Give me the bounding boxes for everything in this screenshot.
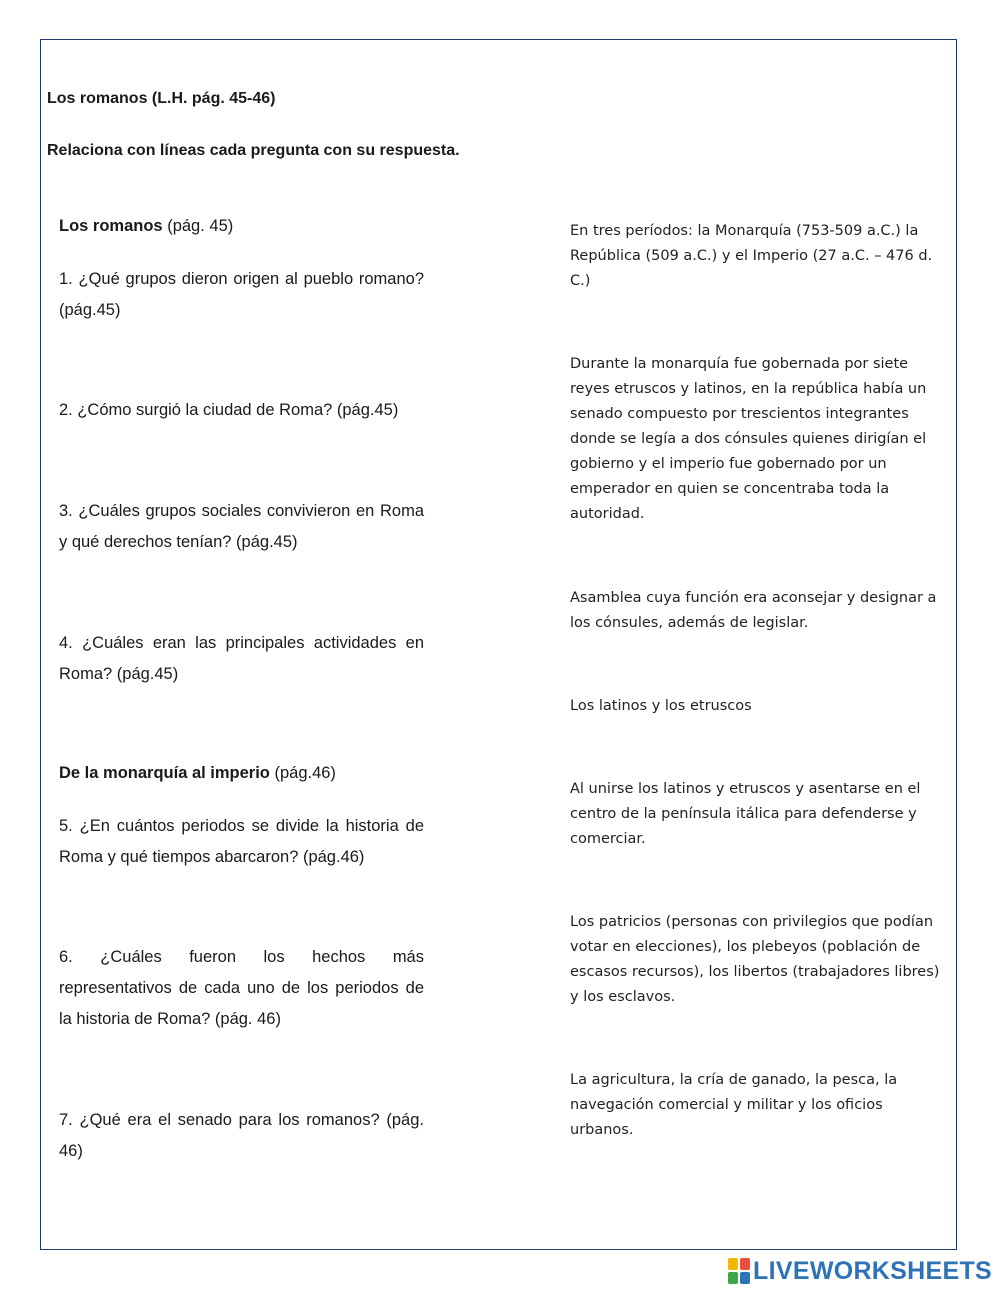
answer-senado: Asamblea cuya función era aconsejar y designar a los cónsules, además de legislar. <box>570 590 937 631</box>
section-page-ref: (pág.46) <box>269 764 336 782</box>
liveworksheets-wordmark: LIVEWORKSHEETS <box>753 1256 992 1285</box>
section-heading-los-romanos <box>59 217 233 236</box>
liveworksheets-brand <box>728 1255 992 1287</box>
section-heading-text: Los romanos <box>59 217 163 235</box>
liveworksheets-logo-icon <box>728 1258 750 1284</box>
answer-actividades: La agricultura, la cría de ganado, la pesca, la navegación comercial y militar y los oficios urbanos. <box>570 1072 898 1138</box>
section-heading-text: De la monarquía al imperio <box>59 764 270 782</box>
answer-periodos: En tres períodos: la Monarquía (753-509 a.C.) la República (509 a.C.) y el Imperio (27 a.C. – 476 d. C.) <box>570 223 933 289</box>
question-3: 3. ¿Cuáles grupos sociales convivieron en Roma y qué derechos tenían? (pág.45) <box>59 502 424 551</box>
worksheet-instruction: Relaciona con líneas cada pregunta con su respuesta. <box>47 142 460 159</box>
answer-grupos-origen: Los latinos y los etruscos <box>570 698 752 714</box>
question-4: 4. ¿Cuáles eran las principales actividades en Roma? (pág.45) <box>59 634 424 683</box>
section-heading-monarquia-imperio <box>59 764 336 783</box>
question-5: 5. ¿En cuántos periodos se divide la historia de Roma y qué tiempos abarcaron? (pág.46) <box>59 817 424 866</box>
question-2: 2. ¿Cómo surgió la ciudad de Roma? (pág.45) <box>59 401 399 419</box>
question-6: 6. ¿Cuáles fueron los hechos más representativos de cada uno de los periodos de la historia de Roma? (pág. 46) <box>59 948 424 1028</box>
question-1: 1. ¿Qué grupos dieron origen al pueblo romano? (pág.45) <box>59 270 424 319</box>
section-page-ref: (pág. 45) <box>162 217 234 235</box>
question-7: 7. ¿Qué era el senado para los romanos? (pág. 46) <box>59 1111 424 1160</box>
answer-surgimiento-roma: Al unirse los latinos y etruscos y asentarse en el centro de la península itálica para defenderse y comerciar. <box>570 781 921 847</box>
answer-hechos-periodos: Durante la monarquía fue gobernada por siete reyes etruscos y latinos, en la república había un senado compuesto por trescientos integrantes donde se legía a dos cónsules quienes dirigían el gobierno y el imperio fue gobernado por un emperador en quien se concentraba toda la autoridad. <box>570 356 927 522</box>
answer-grupos-sociales: Los patricios (personas con privilegios que podían votar en elecciones), los plebeyos (población de escasos recursos), los libertos (trabajadores libres) y los esclavos. <box>570 914 940 1005</box>
worksheet-title: Los romanos (L.H. pág. 45-46) <box>47 90 276 107</box>
